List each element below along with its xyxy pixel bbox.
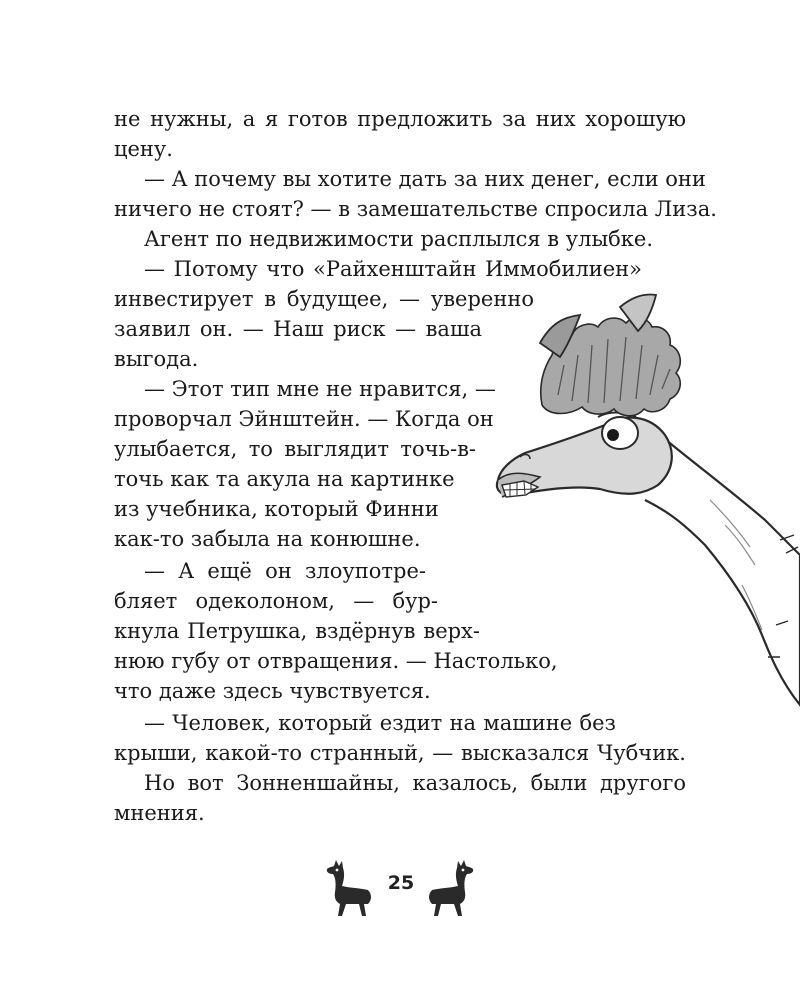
text-line-24: мнения.	[114, 801, 205, 825]
text-line-16: — А ещё он злоупотре-	[144, 559, 426, 583]
text-line-21: — Человек, который ездит на машине без	[144, 711, 616, 735]
text-line-20: что даже здесь чувствуется.	[114, 679, 431, 703]
text-line-9: выгода.	[114, 347, 199, 371]
text-line-7: инвестирует в будущее, — уверенно	[114, 287, 534, 311]
llama-right-icon	[422, 858, 480, 920]
text-line-17: бляет одеколоном, — бур-	[114, 589, 438, 613]
text-line-12: улыбается, то выглядит точь-в-	[114, 437, 476, 461]
page-number: 25	[387, 872, 415, 894]
text-line-10: — Этот тип мне не нравится, —	[144, 377, 496, 401]
text-line-3: — А почему вы хотите дать за них денег, если они	[144, 167, 706, 191]
llama-left-icon	[320, 858, 378, 920]
text-line-23: Но вот Зонненшайны, казалось, были другого	[144, 771, 686, 795]
text-line-8: заявил он. — Наш риск — ваша	[114, 317, 482, 341]
text-line-1: не нужны, а я готов предложить за них хорошую	[114, 107, 686, 131]
text-line-15: как-то забыла на конюшне.	[114, 527, 421, 551]
text-line-13: точь как та акула на картинке	[114, 467, 455, 491]
text-line-4: ничего не стоят? — в замешательстве спросила Лиза.	[114, 197, 717, 221]
text-line-5: Агент по недвижимости расплылся в улыбке.	[144, 227, 654, 251]
text-line-2: цену.	[114, 137, 173, 161]
text-line-19: нюю губу от отвращения. — Настолько,	[114, 649, 558, 673]
text-line-18: кнула Петрушка, вздёрнув верх-	[114, 619, 480, 643]
page-footer	[320, 858, 480, 922]
llama-illustration	[480, 285, 800, 725]
text-line-6: — Потому что «Райхенштайн Иммобилиен»	[144, 257, 642, 281]
text-line-22: крыши, какой-то странный, — высказался Чубчик.	[114, 741, 686, 765]
text-line-11: проворчал Эйнштейн. — Когда он	[114, 407, 494, 431]
text-line-14: из учебника, который Финни	[114, 497, 439, 521]
